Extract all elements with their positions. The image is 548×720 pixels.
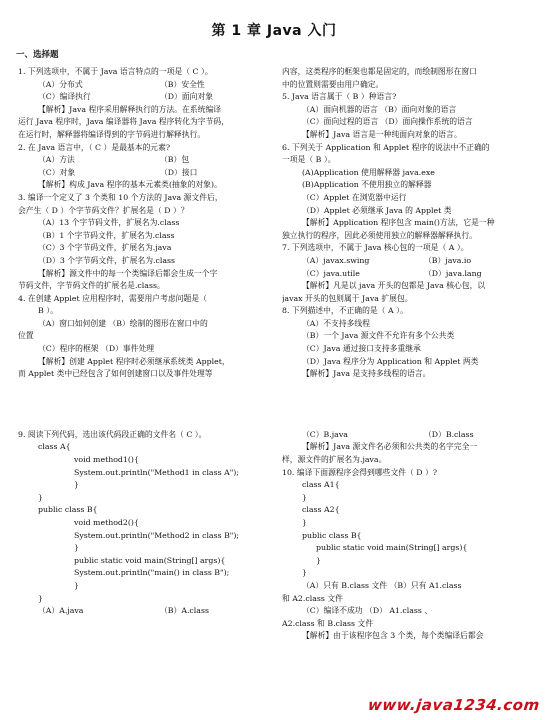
text-line: （C）面向过程的语言 （D）面向操作系统的语言 <box>302 117 473 127</box>
text-line: 节码文件，字节码文件的扩展名是.class。 <box>18 281 165 291</box>
column-spacer <box>18 381 270 429</box>
text-line: 而 Applet 类中已经包含了如何创建窗口以及事件处理等 <box>18 369 213 379</box>
text-line: class A1{ <box>302 480 340 490</box>
text-line: 【解析】构成 Java 程序的基本元素类(抽象的对象)。 <box>38 180 222 190</box>
text-line: 【解析】Application 程序包含 main()方法，它是一种 <box>302 218 495 228</box>
text-line: } <box>74 543 79 553</box>
text-line: 【解析】Java 是支持多线程的语言。 <box>302 369 431 379</box>
text-line: 【解析】由于该程序包含 3 个类，每个类编译后都会 <box>302 631 484 641</box>
text-line: 9. 阅读下列代码，选出该代码段正确的文件名（ C ）。 <box>18 429 207 439</box>
text-line: 5. Java 语言属于（ B ）种语言? <box>282 92 397 102</box>
text-line: （D）Applet 必须继承 Java 的 Applet 类 <box>302 205 452 215</box>
text-line: 6. 下列关于 Application 和 Applet 程序的说法中不正确的 <box>282 142 490 152</box>
text-line: （A）不支持多线程 <box>302 318 371 328</box>
option-row <box>18 154 270 167</box>
text-line: javax 开头的包则属于 Java 扩展包。 <box>282 293 413 303</box>
text-line: 【解析】Java 语言是一种纯面向对象的语言。 <box>302 129 462 139</box>
text-line: （D）3 个字节码文件，扩展名为.class <box>38 255 176 265</box>
text-line: （B）1 个字节码文件，扩展名为.class <box>38 230 175 240</box>
text-line: （A）面向机器的语言 （B）面向对象的语言 <box>302 104 457 114</box>
option-row <box>282 429 534 442</box>
text-line: （A）窗口如何创建 （B）绘制的图形在窗口中的 <box>38 318 208 328</box>
text-line: 【解析】创建 Applet 程序时必须继承系统类 Applet， <box>38 356 230 366</box>
chapter-title: 第 1 章 Java 入门 <box>211 23 337 39</box>
option-text: （D）java.lang <box>424 268 482 278</box>
section-heading: 一、选择题 <box>16 50 59 60</box>
text-line: System.out.println("Method2 in class B"); <box>74 530 240 540</box>
option-text: （A）A.java <box>38 606 84 616</box>
text-line: 8. 下列描述中，不正确的是（ A ）。 <box>282 306 408 316</box>
text-line: （C）Applet 在浏览器中运行 <box>302 192 407 202</box>
text-line: } <box>302 492 307 502</box>
text-line: 位置 <box>18 331 34 341</box>
option-text: （C）java.utile <box>302 268 360 278</box>
option-row <box>18 605 270 618</box>
text-line: (B)Application 不使用独立的解释器 <box>302 180 432 190</box>
text-line: （A）13 个字节码文件，扩展名为.class <box>38 218 180 228</box>
text-line: （B）一个 Java 源文件不允许有多个公共类 <box>302 331 455 341</box>
text-line: （C）3 个字节码文件，扩展名为.java <box>38 243 172 253</box>
text-line: 和 A2.class 文件 <box>282 593 343 603</box>
text-line: } <box>316 555 321 565</box>
text-line: 1. 下列选项中，不属于 Java 语言特点的一项是（ C ）。 <box>18 67 213 76</box>
option-row <box>282 268 534 281</box>
text-line: 中的位置则需要由用户确定。 <box>282 79 384 89</box>
option-row <box>18 91 270 104</box>
option-text: （C）B.java <box>302 429 348 439</box>
text-line: （C）编译不成功 （D） A1.class 、 <box>302 606 433 616</box>
text-line: } <box>38 492 43 502</box>
text-line: （A）只有 B.class 文件 （B）只有 A1.class <box>302 580 462 590</box>
text-line: 一项是（ B ）。 <box>282 155 336 165</box>
text-line: } <box>38 593 43 603</box>
text-line: A2.class 和 B.class 文件 <box>282 618 374 628</box>
text-line: void method1(){ <box>74 455 139 465</box>
text-line: System.out.println("Method1 in class A"); <box>74 467 239 477</box>
text-line: 独立执行的程序，因此必须使用独立的解释器解释执行。 <box>282 230 477 240</box>
option-text: （C）编译执行 <box>38 92 91 102</box>
column-spacer <box>282 381 534 429</box>
option-row <box>18 167 270 180</box>
text-line: } <box>74 580 79 590</box>
text-line: 2. 在 Java 语言中，（ C ）是最基本的元素? <box>18 142 171 152</box>
text-line: 在运行时，解释器将编译得到的字节码进行解释执行。 <box>18 129 206 139</box>
option-row <box>18 79 270 92</box>
text-line: 10. 编译下面源程序会得到哪些文件（ D ）? <box>282 467 438 477</box>
text-line: （C）程序的框架 （D）事件处理 <box>38 344 155 354</box>
text-line: void method2(){ <box>74 518 139 527</box>
option-row <box>282 255 534 268</box>
option-text: （A）分布式 <box>38 79 83 89</box>
option-text: （B）包 <box>160 155 190 165</box>
text-line: 内容，这类程序的框架也都是固定的，而绘制图形在窗口 <box>282 67 477 76</box>
text-line: （D）Java 程序分为 Application 和 Applet 两类 <box>302 356 479 366</box>
text-line: public class B{ <box>302 530 362 540</box>
text-line: 【解析】凡是以 java 开头的包都是 Java 核心包，以 <box>302 281 486 291</box>
text-line: class A{ <box>38 442 71 452</box>
text-line: 会产生（ D ）个字节码文件？扩展名是（ D ）？ <box>18 205 189 215</box>
text-line: } <box>302 518 307 527</box>
text-line: public static void main(String[] args){ <box>316 543 468 553</box>
site-watermark: www.java1234.com <box>367 696 541 714</box>
option-text: （D）接口 <box>160 167 198 177</box>
option-text: （D）B.class <box>424 429 474 439</box>
text-line: 3. 编译一个定义了 3 个类和 10 个方法的 Java 源文件后， <box>18 192 223 202</box>
right-column <box>282 66 534 643</box>
text-line: public static void main(String[] args){ <box>74 555 226 565</box>
option-text: （C）对象 <box>38 167 76 177</box>
text-line: public class B{ <box>38 505 98 515</box>
text-line: B ）。 <box>38 306 58 316</box>
text-line: (A)Application 使用解释器 java.exe <box>302 167 435 177</box>
option-text: （B）A.class <box>160 606 209 616</box>
text-line: 7. 下列选项中，不属于 Java 核心包的一项是（ A ）。 <box>282 243 469 253</box>
text-line: 【解析】源文件中的每一个类编译后都会生成一个字 <box>38 268 218 278</box>
text-line: 【解析】Java 源文件名必须和公共类的名字完全一 <box>302 442 478 452</box>
text-line: （C）Java 通过接口支持多重继承 <box>302 344 421 354</box>
text-line: 运行 Java 程序时，Java 编译器将 Java 程序转化为字节码， <box>18 117 230 127</box>
option-text: （B）java.io <box>424 255 472 265</box>
text-line: 【解析】Java 程序采用解释执行的方法。在系统编译 <box>38 104 222 114</box>
text-line: 4. 在创建 Applet 应用程序时，需要用户考虑问题是（ <box>18 293 207 303</box>
option-text: （D）面向对象 <box>160 92 214 102</box>
text-line: 样，源文件的扩展名为.java。 <box>282 455 387 465</box>
text-line: System.out.println("main() in class B"); <box>74 568 230 578</box>
text-line: } <box>74 480 79 490</box>
option-text: （A）javax.swing <box>302 255 370 265</box>
option-text: （B）安全性 <box>160 79 205 89</box>
option-text: （A）方法 <box>38 155 75 165</box>
left-column <box>18 66 270 618</box>
text-line: class A2{ <box>302 505 340 515</box>
text-line: } <box>302 568 307 578</box>
